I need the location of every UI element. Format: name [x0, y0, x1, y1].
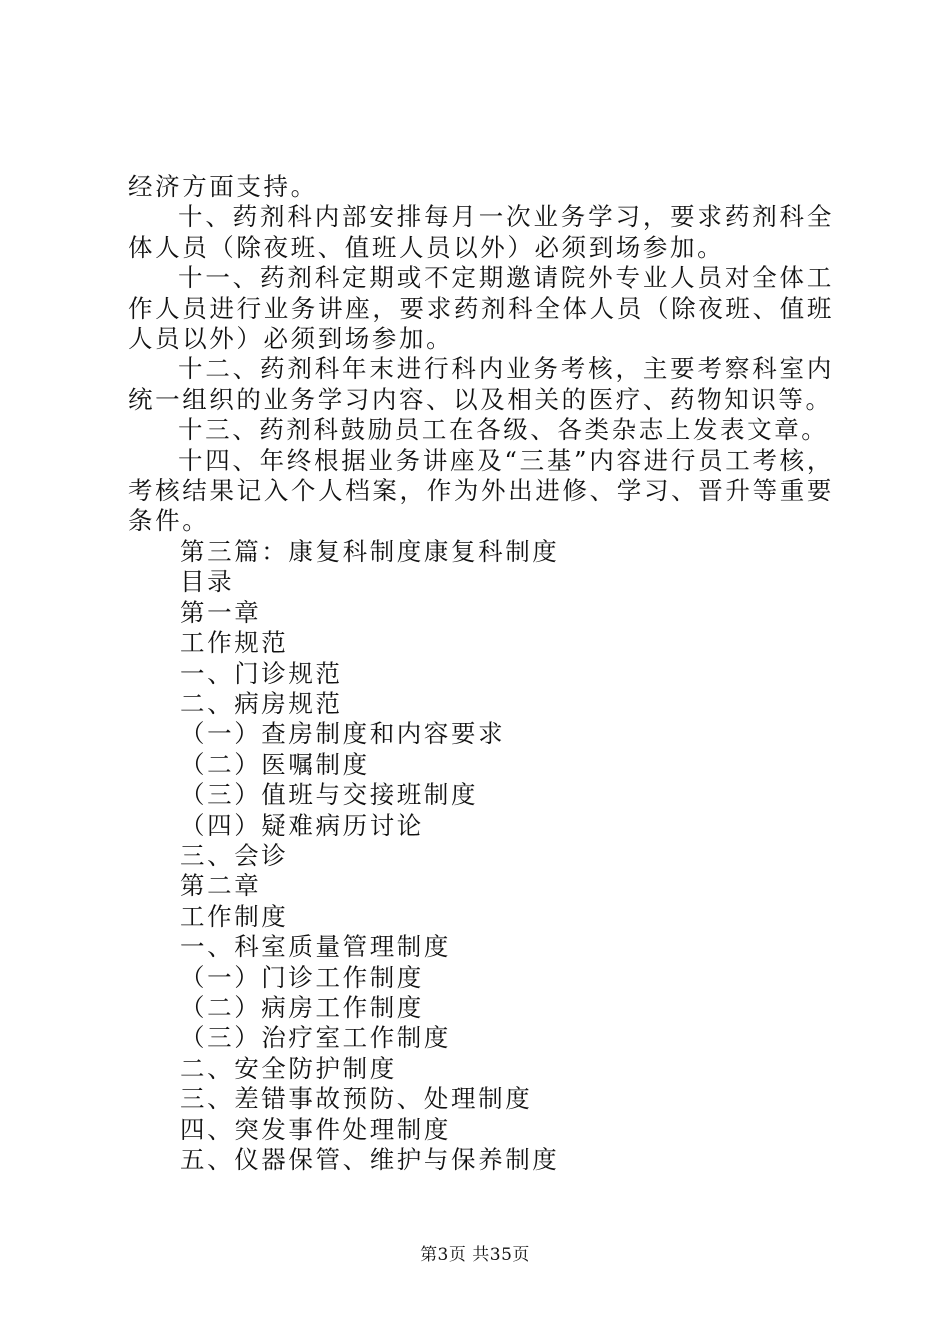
table-of-contents	[128, 537, 834, 1176]
toc-entry: 二、病房规范	[180, 688, 343, 718]
toc-entry: 三、会诊	[180, 840, 289, 870]
toc-subentry: （二）医嘱制度	[180, 749, 370, 779]
paragraph-item-10: 十、药剂科内部安排每月一次业务学习，要求药剂科全体人员（除夜班、值班人员以外）必须到场参加。	[128, 202, 834, 262]
page-number-footer: 第3页 共35页	[420, 1245, 530, 1265]
toc-chapter: 第二章	[180, 871, 262, 901]
toc-entry: 三、差错事故预防、处理制度	[180, 1084, 533, 1114]
paragraph-item-13: 十三、药剂科鼓励员工在各级、各类杂志上发表文章。	[178, 415, 829, 445]
toc-chapter-title: 工作制度	[180, 901, 289, 931]
toc-subentry: （三）值班与交接班制度	[180, 780, 479, 810]
toc-subentry: （一）门诊工作制度	[180, 962, 424, 992]
toc-subentry: （三）治疗室工作制度	[180, 1023, 451, 1053]
paragraph-item-11: 十一、药剂科定期或不定期邀请院外专业人员对全体工作人员进行业务讲座，要求药剂科全体人员（除夜班、值班人员以外）必须到场参加。	[128, 263, 834, 354]
paragraph-item-12: 十二、药剂科年末进行科内业务考核，主要考察科室内统一组织的业务学习内容、以及相关的医疗、药物知识等。	[128, 354, 834, 414]
paragraph-continuation: 经济方面支持。	[128, 172, 318, 201]
document-body	[128, 172, 834, 1175]
toc-entry: 一、科室质量管理制度	[180, 932, 451, 962]
toc-title: 目录	[180, 567, 235, 597]
toc-subentry: （二）病房工作制度	[180, 992, 424, 1022]
toc-entry: 二、安全防护制度	[180, 1053, 397, 1083]
toc-entry: 一、门诊规范	[180, 658, 343, 688]
toc-chapter-title: 工作规范	[180, 628, 289, 658]
toc-subentry: （四）疑难病历讨论	[180, 810, 424, 840]
section-heading: 第三篇：康复科制度康复科制度	[180, 536, 560, 566]
paragraph-item-14: 十四、年终根据业务讲座及“三基”内容进行员工考核，考核结果记入个人档案，作为外出进修、学习、晋升等重要条件。	[128, 445, 834, 536]
toc-subentry: （一）查房制度和内容要求	[180, 719, 506, 749]
toc-chapter: 第一章	[180, 597, 262, 627]
toc-entry: 五、仪器保管、维护与保养制度	[180, 1145, 560, 1174]
toc-entry: 四、突发事件处理制度	[180, 1114, 451, 1144]
